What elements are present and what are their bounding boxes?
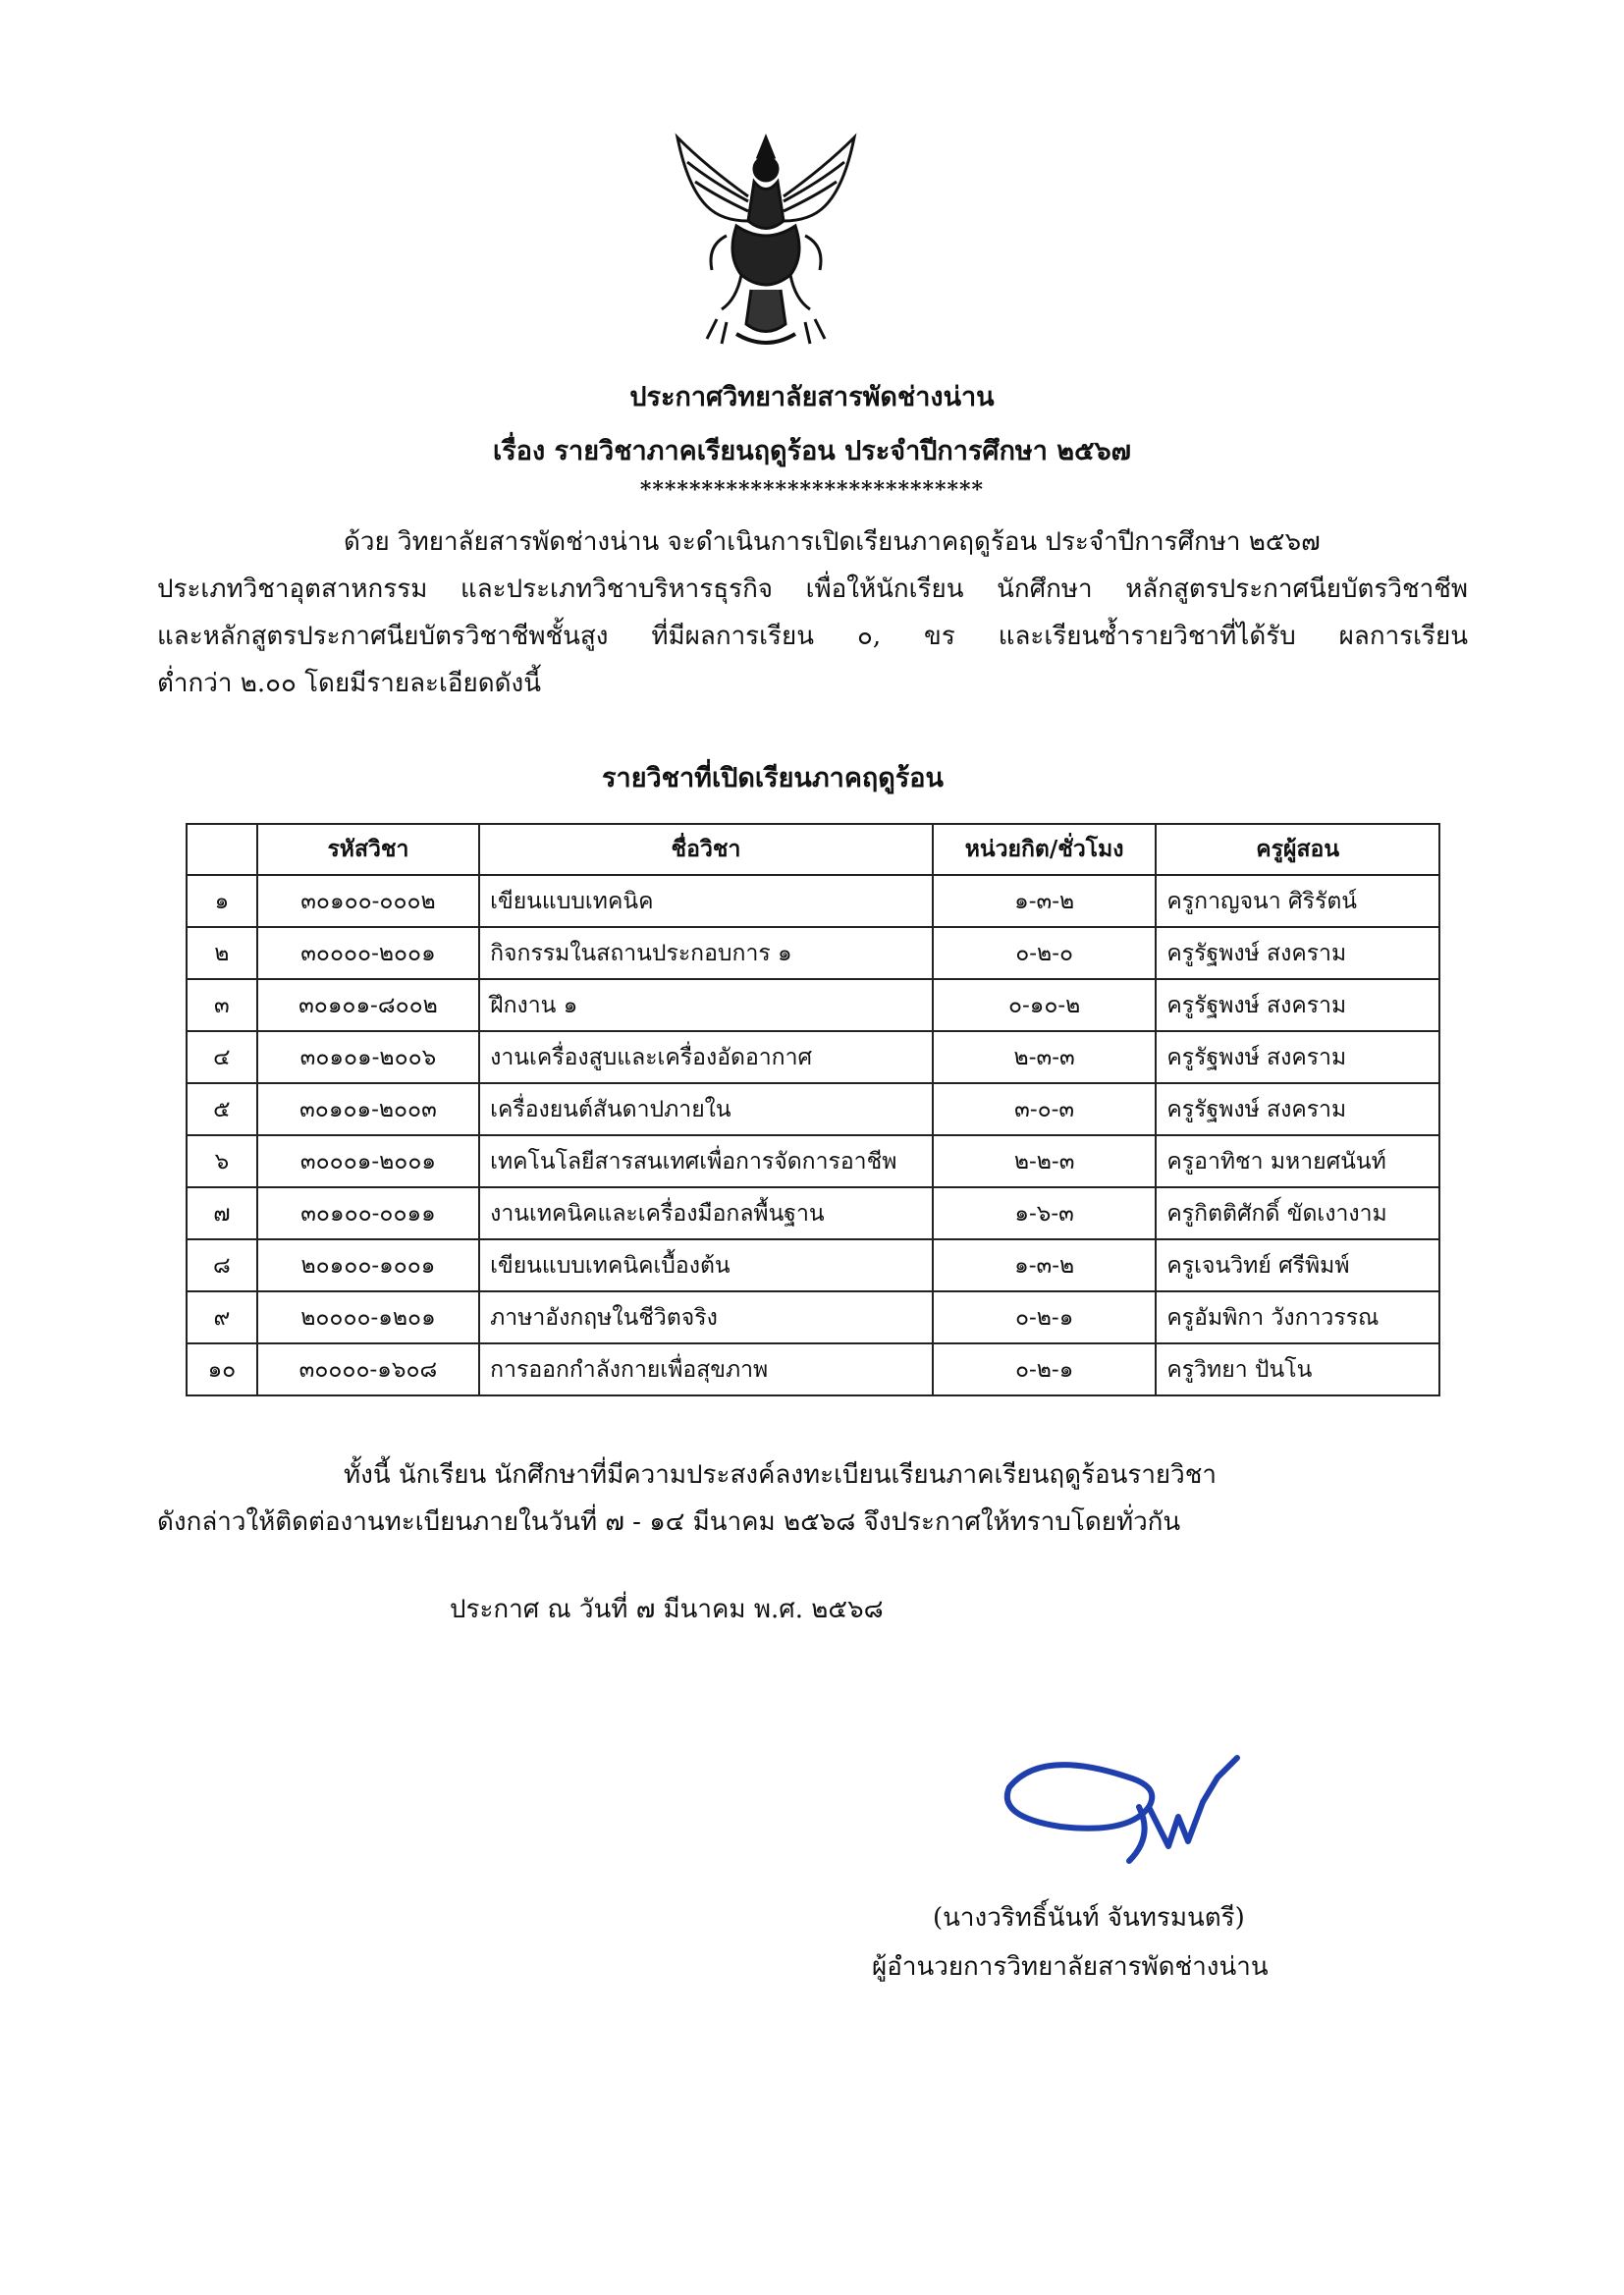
closing-line: ดังกล่าวให้ติดต่องานทะเบียนภายในวันที่ ๗ - ๑๔ มีนาคม ๒๕๖๘ จึงประกาศให้ทราบโดยทั่วกัน (157, 1507, 1181, 1537)
subject-name: เครื่องยนต์สันดาปภายใน (479, 1083, 933, 1135)
row-number: ๓ (187, 979, 257, 1031)
intro-paragraph (157, 519, 1468, 707)
subject-code: ๓๐๑๐๐-๐๐๑๑ (257, 1187, 479, 1239)
row-number: ๑ (187, 875, 257, 927)
subject-credits: ๐-๑๐-๒ (933, 979, 1157, 1031)
intro-line: และหลักสูตรประกาศนียบัตรวิชาชีพชั้นสูง ที่มีผลการเรียน ๐, ขร และเรียนซ้ำรายวิชาที่ได้รับ ผลการเรียน (157, 622, 1468, 651)
table-row (187, 927, 1439, 979)
subject-teacher: ครูกาญจนา ศิริรัตน์ (1156, 875, 1439, 927)
row-number: ๗ (187, 1187, 257, 1239)
subject-credits: ๐-๒-๑ (933, 1343, 1157, 1395)
row-number: ๘ (187, 1239, 257, 1291)
table-row (187, 875, 1439, 927)
subject-name: งานเครื่องสูบและเครื่องอัดอากาศ (479, 1031, 933, 1083)
header-subject-name: ชื่อวิชา (479, 824, 933, 875)
row-number: ๒ (187, 927, 257, 979)
table-row (187, 979, 1439, 1031)
table-row (187, 1187, 1439, 1239)
subject-teacher: ครูอัมพิกา วังกาวรรณ (1156, 1291, 1439, 1343)
row-number: ๑๐ (187, 1343, 257, 1395)
table-row (187, 1083, 1439, 1135)
subject-name: ฝึกงาน ๑ (479, 979, 933, 1031)
subject-teacher: ครูอาทิชา มหายศนันท์ (1156, 1135, 1439, 1187)
subject-credits: ๒-๓-๓ (933, 1031, 1157, 1083)
title-separator: **************************** (639, 477, 985, 503)
subject-credits: ๓-๐-๓ (933, 1083, 1157, 1135)
closing-line: ทั้งนี้ นักเรียน นักศึกษาที่มีความประสงค์ลงทะเบียนเรียนภาคเรียนฤดูร้อนรายวิชา (344, 1460, 1218, 1490)
table-row (187, 1031, 1439, 1083)
subject-code: ๒๐๑๐๐-๑๐๐๑ (257, 1239, 479, 1291)
subject-teacher: ครูเจนวิทย์ ศรีพิมพ์ (1156, 1239, 1439, 1291)
closing-paragraph (157, 1451, 1468, 1546)
table-row (187, 1135, 1439, 1187)
announcement-subject: เรื่อง รายวิชาภาคเรียนฤดูร้อน ประจำปีการศึกษา ๒๕๖๗ (493, 436, 1131, 466)
subject-code: ๓๐๑๐๐-๐๐๐๒ (257, 875, 479, 927)
row-number: ๖ (187, 1135, 257, 1187)
table-row (187, 1343, 1439, 1395)
subject-credits: ๑-๖-๓ (933, 1187, 1157, 1239)
subject-code: ๓๐๐๐๐-๑๖๐๘ (257, 1343, 479, 1395)
announcement-title: ประกาศวิทยาลัยสารพัดช่างน่าน (629, 382, 995, 412)
header-code: รหัสวิชา (257, 824, 479, 875)
subject-credits: ๐-๒-๑ (933, 1291, 1157, 1343)
subject-code: ๓๐๑๐๑-๒๐๐๖ (257, 1031, 479, 1083)
subject-name: กิจกรรมในสถานประกอบการ ๑ (479, 927, 933, 979)
signatory-name: (นางวริทธิ์นันท์ จันทรมนตรี) (933, 1903, 1245, 1933)
subject-teacher: ครูรัฐพงษ์ สงคราม (1156, 979, 1439, 1031)
subject-code: ๓๐๑๐๑-๘๐๐๒ (257, 979, 479, 1031)
signature-icon (982, 1748, 1257, 1885)
header-teacher: ครูผู้สอน (1156, 824, 1439, 875)
header-credits: หน่วยกิต/ชั่วโมง (933, 824, 1157, 875)
subject-teacher: ครูรัฐพงษ์ สงคราม (1156, 1083, 1439, 1135)
table-row (187, 1239, 1439, 1291)
subject-credits: ๑-๓-๒ (933, 1239, 1157, 1291)
signatory-position: ผู้อำนวยการวิทยาลัยสารพัดช่างน่าน (872, 1952, 1269, 1982)
subject-name: งานเทคนิคและเครื่องมือกลพื้นฐาน (479, 1187, 933, 1239)
intro-line: ประเภทวิชาอุตสาหกรรม และประเภทวิชาบริหารธุรกิจ เพื่อให้นักเรียน นักศึกษา หลักสูตรประกาศนียบัตรวิชาชีพ (157, 574, 1468, 604)
subject-teacher: ครูวิทยา ปันโน (1156, 1343, 1439, 1395)
intro-line: ด้วย วิทยาลัยสารพัดช่างน่าน จะดำเนินการเปิดเรียนภาคฤดูร้อน ประจำปีการศึกษา ๒๕๖๗ (344, 527, 1321, 557)
subject-credits: ๑-๓-๒ (933, 875, 1157, 927)
subject-name: เขียนแบบเทคนิคเบื้องต้น (479, 1239, 933, 1291)
subject-credits: ๐-๒-๐ (933, 927, 1157, 979)
announce-date: ประกาศ ณ วันที่ ๗ มีนาคม พ.ศ. ๒๕๖๘ (450, 1595, 884, 1624)
summer-subjects-table (186, 823, 1440, 1396)
table-header-row (187, 824, 1439, 875)
garuda-emblem-icon (668, 128, 864, 354)
subject-teacher: ครูกิตติศักดิ์ ขัดเงางาม (1156, 1187, 1439, 1239)
subject-name: การออกกำลังกายเพื่อสุขภาพ (479, 1343, 933, 1395)
row-number: ๙ (187, 1291, 257, 1343)
subject-code: ๓๐๑๐๑-๒๐๐๓ (257, 1083, 479, 1135)
subject-name: เทคโนโลยีสารสนเทศเพื่อการจัดการอาชีพ (479, 1135, 933, 1187)
subject-code: ๓๐๐๐๐-๒๐๐๑ (257, 927, 479, 979)
subject-code: ๒๐๐๐๐-๑๒๐๑ (257, 1291, 479, 1343)
row-number: ๕ (187, 1083, 257, 1135)
subject-name: เขียนแบบเทคนิค (479, 875, 933, 927)
subject-teacher: ครูรัฐพงษ์ สงคราม (1156, 1031, 1439, 1083)
header-no (187, 824, 257, 875)
subject-credits: ๒-๒-๓ (933, 1135, 1157, 1187)
subject-code: ๓๐๐๐๑-๒๐๐๑ (257, 1135, 479, 1187)
intro-line: ต่ำกว่า ๒.๐๐ โดยมีรายละเอียดดังนี้ (157, 669, 541, 698)
table-caption: รายวิชาที่เปิดเรียนภาคฤดูร้อน (602, 763, 944, 793)
subject-name: ภาษาอังกฤษในชีวิตจริง (479, 1291, 933, 1343)
subject-teacher: ครูรัฐพงษ์ สงคราม (1156, 927, 1439, 979)
table-row (187, 1291, 1439, 1343)
row-number: ๔ (187, 1031, 257, 1083)
